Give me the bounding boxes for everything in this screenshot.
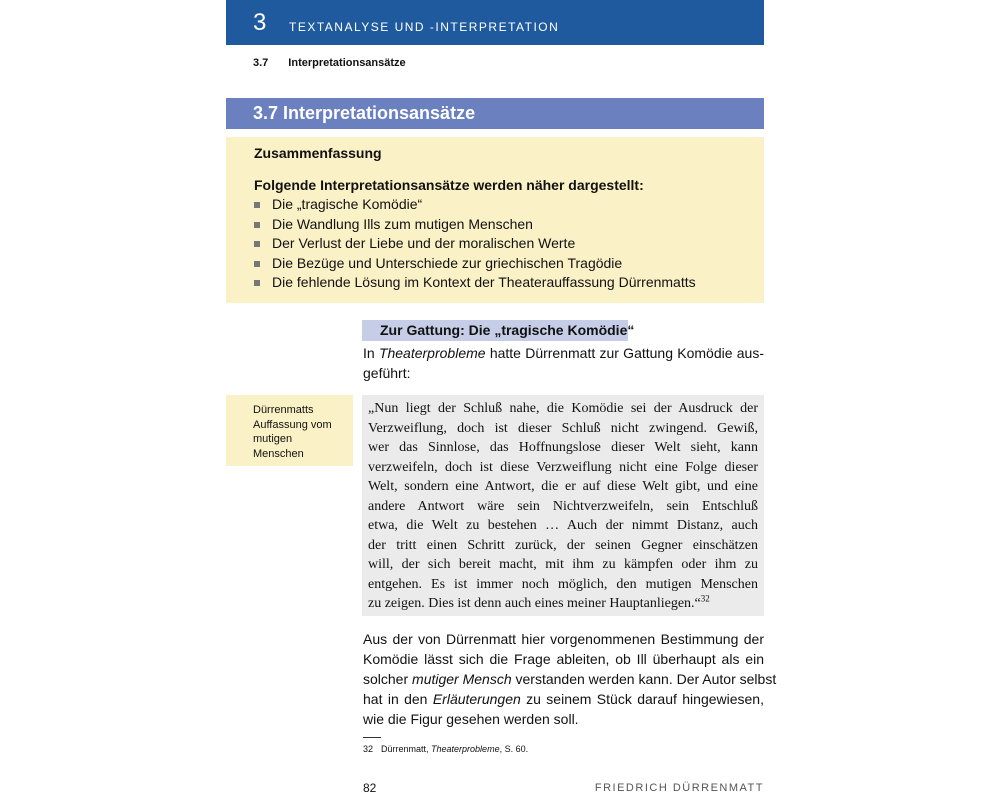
summary-list-item: Die Wandlung Ills zum mutigen Menschen: [254, 215, 696, 235]
summary-title: Zusammenfassung: [254, 145, 382, 161]
margin-note: Dürrenmatts Auffassung vom mutigen Menschen: [253, 404, 332, 460]
quote-line: der tritt einen Schritt zurück, der seinen Gegner einschätzen: [368, 537, 758, 553]
quote-box: [362, 395, 764, 616]
chapter-title: TEXTANALYSE UND -INTERPRETATION: [289, 20, 560, 34]
footnote-author: Dürrenmatt,: [381, 744, 432, 754]
footnote-number: 32: [363, 744, 374, 754]
intro-prefix: In: [363, 345, 379, 361]
summary-list-item: Die fehlende Lösung im Kontext der Theaterauffassung Dürrenmatts: [254, 273, 696, 293]
quote-line: entgehen. Es ist immer noch möglich, den mutigen Menschen: [368, 576, 758, 592]
paragraph-line: wie die Figur gesehen werden soll.: [363, 711, 579, 727]
subsection-heading-bar: [362, 320, 635, 341]
intro-work-title: Theaterprobleme: [378, 345, 486, 361]
paragraph-text: solcher: [363, 671, 413, 687]
footnote-page: , S. 60.: [499, 744, 529, 754]
summary-list-item: Der Verlust der Liebe und der moralischen Werte: [254, 234, 696, 254]
summary-box: [226, 137, 764, 303]
paragraph-line: Komödie lässt sich die Frage ableiten, ob Ill überhaupt als ein: [363, 651, 764, 667]
paragraph-emphasis: Erläuterungen: [432, 691, 521, 707]
paragraph-text: hat in den: [363, 691, 433, 707]
section-heading-bar: [226, 98, 764, 129]
running-head: [253, 57, 406, 69]
quote-last-text: zu zeigen. Dies ist denn auch eines meiner Hauptanliegen.“: [368, 596, 701, 611]
paragraph-line: [363, 689, 764, 709]
summary-list-item: Die Bezüge und Unterschiede zur griechischen Tragödie: [254, 254, 696, 274]
running-head-title: Interpretationsansätze: [288, 57, 406, 69]
quote-line-last: [368, 594, 758, 614]
quote-line: etwa, die Welt zu bestehen … Auch der nimmt Distanz, auch: [368, 518, 758, 533]
intro-rest: hatte Dürrenmatt zur Gattung Komödie aus-: [485, 345, 764, 361]
paragraph-line: [363, 669, 777, 689]
paragraph-text: verstanden werden kann. Der Autor selbst: [511, 671, 777, 687]
subsection-intro: [363, 343, 764, 383]
section-heading: 3.7 Interpretationsansätze: [253, 103, 476, 123]
intro-line: [363, 343, 764, 363]
footnote: [363, 744, 528, 754]
quote-line: Verzweiflung, doch ist dieser Schluß nicht zwingend. Gewiß,: [368, 420, 758, 436]
quote-line: verzweifeln, doch ist diese Verzweiflung nicht eine Folge dieser: [368, 459, 758, 475]
chapter-number: 3: [253, 9, 267, 36]
paragraph-line: Aus der von Dürrenmatt hier vorgenommenen Bestimmung der: [363, 631, 764, 647]
margin-note-box: [226, 395, 353, 466]
chapter-header-bar: [226, 0, 764, 45]
footnote-work: Theaterprobleme: [431, 744, 500, 754]
footnote-divider: [363, 737, 381, 738]
quote-line: Welt, sondern eine Antwort, die er auf diese Welt gibt, und eine: [368, 479, 758, 494]
quote-line: andere Antwort wäre sein Nichtverzweifeln, sein Entschluß: [368, 498, 758, 514]
quote-line: will, der sich bereit macht, mit ihm zu kämpfen oder ihm zu: [368, 557, 758, 572]
analysis-paragraph: [363, 629, 777, 729]
summary-list-item: Die „tragische Komödie“: [254, 195, 696, 215]
intro-line: geführt:: [363, 365, 411, 381]
book-page: [226, 0, 777, 800]
quote-text: [368, 399, 758, 614]
summary-list: [254, 195, 696, 293]
quote-line: wer das Sinnlose, das Hoffnungslose dieser Welt sieht, kann: [368, 440, 758, 455]
footnote-reference: 32: [700, 593, 710, 604]
footer-book-title: FRIEDRICH DÜRRENMATT: [594, 782, 764, 794]
paragraph-text: zu seinem Stück darauf hingewiesen,: [520, 691, 764, 707]
paragraph-emphasis: mutiger Mensch: [412, 671, 512, 687]
page-number: 82: [363, 781, 377, 795]
summary-intro: Folgende Interpretationsansätze werden näher dargestellt:: [254, 177, 644, 193]
subsection-heading: Zur Gattung: Die „tragische Komödie“: [380, 322, 635, 338]
running-head-number: 3.7: [253, 57, 269, 69]
quote-line: „Nun liegt der Schluß nahe, die Komödie sei der Ausdruck der: [368, 401, 758, 416]
